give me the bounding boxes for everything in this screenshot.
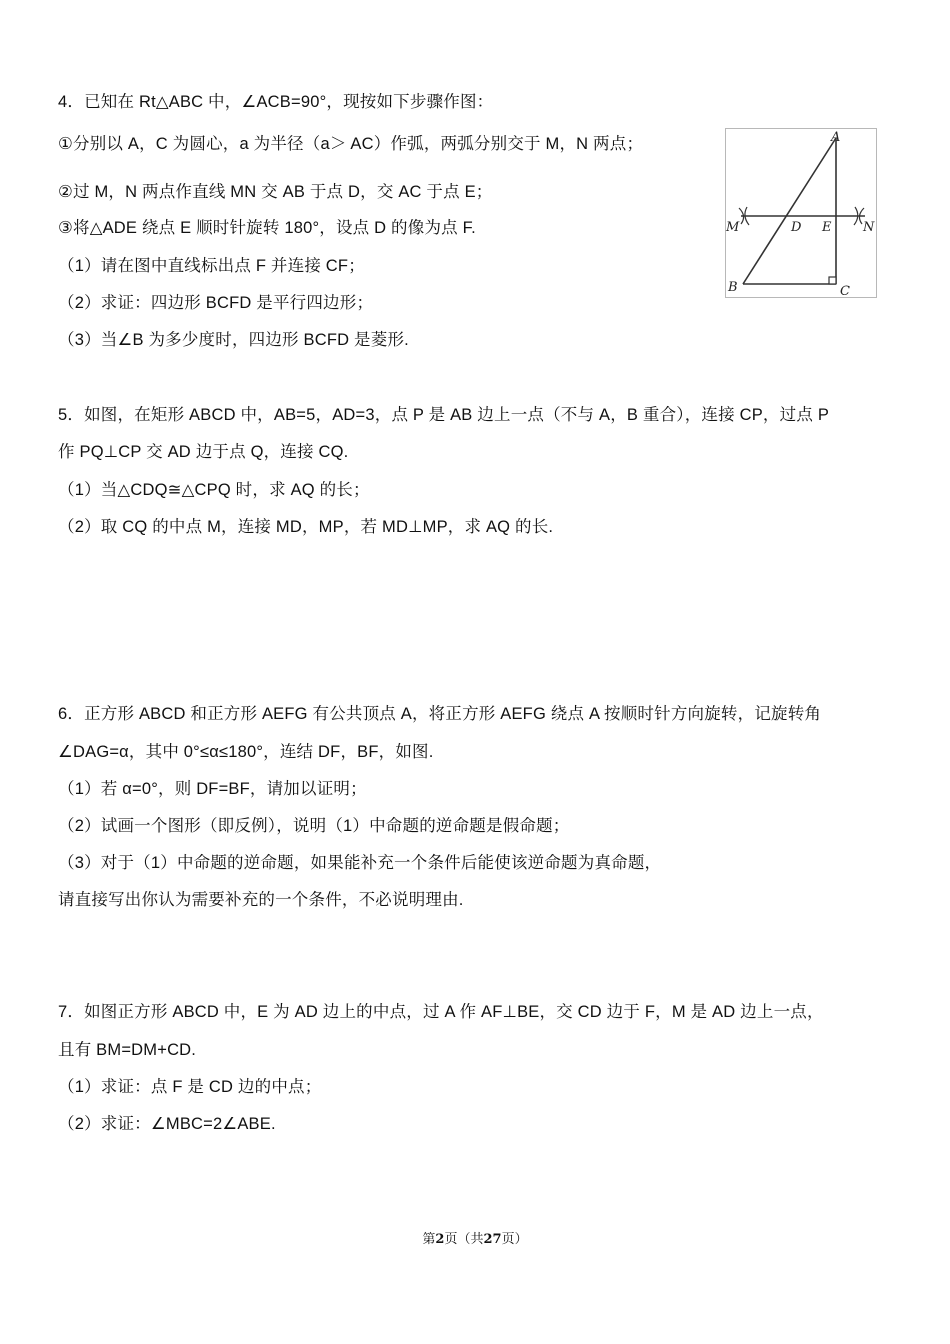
q4-part-3: （3）当∠B 为多少度时，四边形 BCFD 是菱形.	[58, 331, 409, 349]
segment-ab	[743, 138, 836, 284]
footer-suffix: 页）	[501, 1232, 528, 1247]
q6-part-3: （3）对于（1）中命题的逆命题，如果能补充一个条件后能使该逆命题为真命题，	[58, 854, 662, 872]
page-footer	[0, 1228, 950, 1247]
label-a: A	[831, 130, 841, 145]
label-n: N	[863, 220, 875, 235]
q7-stem-1: 7．如图正方形 ABCD 中，E 为 AD 边上的中点，过 A 作 AF⊥BE，交 CD 边于 F，M 是 AD 边上一点，	[58, 1003, 824, 1021]
q6-stem-2: ∠DAG=α，其中 0°≤α≤180°，连结 DF，BF，如图.	[58, 743, 434, 761]
footer-prefix: 第	[422, 1232, 436, 1247]
q4-stem: 4．已知在 Rt△ABC 中，∠ACB=90°，现按如下步骤作图：	[58, 93, 494, 111]
q7-part-2: （2）求证：∠MBC=2∠ABE.	[58, 1115, 276, 1133]
q6-part-3-cont: 请直接写出你认为需要补充的一个条件，不必说明理由.	[58, 891, 464, 909]
q4-step-2: ②过 M，N 两点作直线 MN 交 AB 于点 D，交 AC 于点 E；	[58, 183, 493, 201]
label-c: C	[840, 284, 850, 298]
label-b: B	[728, 280, 738, 295]
page-number: 2	[435, 1232, 445, 1247]
q6-part-2: （2）试画一个图形（即反例），说明（1）中命题的逆命题是假命题；	[58, 817, 570, 835]
footer-mid: 页（共	[444, 1232, 484, 1247]
q7-stem-2: 且有 BM=DM+CD.	[58, 1041, 197, 1059]
label-e: E	[822, 220, 832, 235]
q6-stem-1: 6．正方形 ABCD 和正方形 AEFG 有公共顶点 A，将正方形 AEFG 绕点 A 按顺时针方向旋转，记旋转角	[58, 705, 822, 723]
right-angle-mark	[829, 277, 836, 284]
q4-part-1: （1）请在图中直线标出点 F 并连接 CF；	[58, 257, 365, 275]
q5-part-2: （2）取 CQ 的中点 M，连接 MD，MP，若 MD⊥MP，求 AQ 的长.	[58, 518, 554, 536]
page-total: 27	[483, 1232, 502, 1247]
q5-stem-2: 作 PQ⊥CP 交 AD 边于点 Q，连接 CQ.	[58, 443, 349, 461]
q6-part-1: （1）若 α=0°，则 DF=BF，请加以证明；	[58, 780, 367, 798]
label-m: M	[726, 220, 740, 235]
q4-figure	[725, 128, 877, 298]
q5-part-1: （1）当△CDQ≅△CPQ 时，求 AQ 的长；	[58, 481, 370, 499]
figure-frame	[726, 129, 877, 298]
q5-stem-1: 5．如图，在矩形 ABCD 中，AB=5，AD=3，点 P 是 AB 边上一点（不与 A，B 重合），连接 CP，过点 P	[58, 406, 830, 424]
label-d: D	[791, 220, 802, 235]
q7-part-1: （1）求证：点 F 是 CD 边的中点；	[58, 1078, 322, 1096]
q4-step-1: ①分别以 A，C 为圆心，a 为半径（a＞ AC）作弧，两弧分别交于 M，N 两点；	[58, 135, 644, 153]
q4-part-2: （2）求证：四边形 BCFD 是平行四边形；	[58, 294, 374, 312]
q4-step-3: ③将△ADE 绕点 E 顺时针旋转 180°，设点 D 的像为点 F.	[58, 219, 476, 237]
